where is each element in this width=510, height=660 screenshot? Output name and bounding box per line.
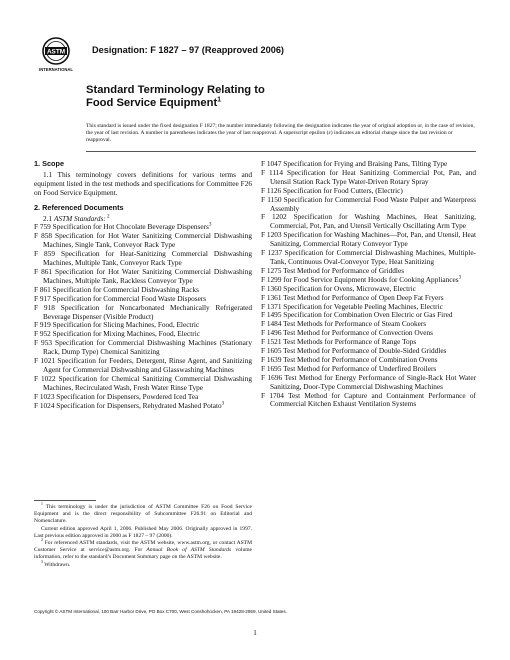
- reference-title: Specification for Chemical Sanitizing Commercial Dishwashing Machines, Recirculated Wash, Fresh Water Rinse Type: [43, 373, 252, 392]
- issuance-note: This standard is issued under the fixed designation F 1827; the number immediately following the designation indicates the year of original adoption or, in the case of revision, the year of last revision. A number in parentheses indicates the year of last reapproval. A superscript epsilon (ε) indicates an editorial change since the last revision or reapproval.: [86, 123, 475, 143]
- reference-code: F 918: [34, 302, 55, 312]
- reference-entry: [261, 374, 476, 392]
- svg-text:INTERNATIONAL: INTERNATIONAL: [39, 67, 73, 72]
- reference-entry: [34, 357, 252, 375]
- reference-entry: [34, 375, 252, 393]
- reference-entry: [34, 402, 252, 411]
- reference-title: Specification for Slicing Machines, Food, Electric: [50, 320, 200, 330]
- reference-title: Specification for Hot Water Sanitizing Commercial Dishwashing Machines, Multiple Tank, Rackless Conveyor Type: [43, 266, 253, 285]
- reference-code: F 919: [34, 320, 51, 330]
- reference-title: Specification for Commercial Dishwashing Racks: [50, 284, 199, 294]
- reference-footnote-mark: 3: [221, 400, 225, 407]
- reference-entry: [34, 304, 252, 322]
- reference-code: F 917: [34, 293, 51, 303]
- reference-title: Test Method for Performance of Underfired Broilers: [281, 363, 437, 373]
- reference-title: Specification for Ovens, Microwave, Electric: [281, 283, 416, 293]
- reference-title: Specification for Heat Sanitizing Commercial Pot, Pan, and Utensil Station Rack Type Water-Driven Rotary Spray: [270, 167, 477, 186]
- footnote-1-mark: 1: [41, 502, 43, 507]
- reference-code: F 1696: [261, 372, 283, 382]
- footnote-2-italic: Annual Book of ASTM Standards: [146, 547, 232, 553]
- reference-title: Test Method for Performance of Double-Sided Griddles: [281, 346, 447, 356]
- reference-title: Specification for Dispensers, Powdered Iced Tea: [54, 391, 199, 401]
- footnote-1-text: This terminology is under the jurisdiction of ASTM Committee F26 on Food Service Equipment and is the direct responsibility of Subcommittee F26.91 on Editorial and Nomenclature.: [34, 504, 252, 524]
- footnote-1: [34, 504, 252, 525]
- title-line-2: [86, 97, 265, 110]
- header-rule: [86, 151, 476, 152]
- astm-standards-text: ASTM Standards:: [53, 213, 106, 223]
- reference-code: F 1021: [34, 356, 56, 366]
- reference-title: Specification for Commercial Food Waste Disposers: [50, 293, 207, 303]
- reference-title: Specification for Commercial Food Waste Pulper and Waterpress Assembly: [270, 194, 476, 213]
- referenced-documents-heading: 2. Referenced Documents: [34, 202, 124, 212]
- reference-code: F 1275: [261, 265, 282, 275]
- reference-entry: [34, 232, 252, 250]
- reference-code: F 1704: [261, 390, 284, 400]
- reference-code: F 859: [34, 249, 56, 259]
- reference-title: Specification for Mixing Machines, Food, Electric: [50, 329, 200, 339]
- reference-code: F 1521: [261, 337, 282, 347]
- reference-entry: [261, 169, 476, 187]
- reference-title: Specification for Dispensers, Rehydrated Mashed Potato: [54, 400, 222, 410]
- right-reference-list: [261, 160, 476, 409]
- reference-code: F 861: [34, 266, 53, 276]
- reference-title: Specification for Vegetable Peeling Machines, Electric: [281, 301, 443, 311]
- reference-title: Specification for Frying and Braising Pans, Tilting Type: [281, 159, 448, 168]
- reference-code: F 1023: [34, 391, 55, 401]
- footnote-rule: [34, 500, 96, 501]
- reference-title: Specification for Feeders, Detergent, Rinse Agent, and Sanitizing Agent for Commercial Dishwashing and Glasswashing Machines: [43, 356, 252, 374]
- reference-title: Specification for Combination Oven Electric or Gas Fired: [281, 310, 453, 320]
- svg-text:ASTM: ASTM: [46, 48, 66, 56]
- reference-code: F 759: [34, 222, 51, 232]
- reference-entry: [34, 268, 252, 286]
- footnote-3-text: Withdrawn.: [42, 561, 71, 568]
- reference-title: Specification for Heat-Sanitizing Commercial Dishwashing Machines, Multiple Tank, Conveyor Rack Type: [43, 249, 252, 268]
- reference-entry: [34, 250, 252, 268]
- footnote-3-mark: 3: [41, 559, 43, 564]
- reference-title: Specification for Noncarbonated Mechanically Refrigerated Beverage Dispenser (Visible Product): [43, 302, 253, 321]
- reference-code: F 1047: [261, 159, 282, 168]
- reference-title: Test Method for Performance of Griddles: [281, 265, 405, 275]
- reference-code: F 1299: [261, 274, 282, 284]
- reference-title: Specification for Hot Water Sanitizing Commercial Dishwashing Machines, Single Tank, Conveyor Rack Type: [43, 231, 253, 250]
- reference-code: F 1361: [261, 292, 282, 302]
- reference-entry: [261, 231, 476, 249]
- reference-code: F 1496: [261, 328, 282, 338]
- footnotes: [34, 504, 252, 569]
- reference-code: F 1150: [261, 194, 282, 204]
- footnote-2-text-b: volume information, refer to the standard’s Document Summary page on the ASTM website.: [34, 547, 253, 560]
- reference-title: Specification for Washing Machines—Pot, Pan, and Utensil, Heat Sanitizing, Commercial Rotary Conveyor Type: [270, 230, 476, 249]
- reference-title: Specification for Commercial Dishwashing Machines, Multiple-Tank, Continuous Oval-Conveyor Type, Heat Sanitizing: [270, 248, 476, 266]
- reference-code: F 1022: [34, 373, 56, 383]
- document-title: [86, 84, 265, 110]
- reference-code: F 1203: [261, 230, 282, 240]
- footnote-2: [34, 540, 252, 561]
- reference-title: Test Methods for Performance of Range Tops: [281, 337, 417, 347]
- scope-heading: 1. Scope: [34, 159, 65, 168]
- reference-title: Test Method for Energy Performance of Single-Rack Hot Water Sanitizing, Door-Type Commercial Dishwashing Machines: [270, 372, 476, 391]
- title-footnote-mark: 1: [217, 96, 222, 104]
- astm-standards-mark: 2: [105, 213, 110, 220]
- reference-code: F 1126: [261, 185, 282, 195]
- right-column: [261, 160, 476, 409]
- left-column: [34, 160, 252, 410]
- reference-entry: [261, 196, 476, 214]
- reference-code: F 953: [34, 338, 53, 348]
- reference-title: Test Method for Performance of Open Deep Fat Fryers: [281, 292, 444, 302]
- designation: Designation: F 1827 – 97 (Reapproved 2006): [92, 45, 284, 55]
- astm-standards-prefix: 2.1: [43, 213, 54, 223]
- reference-entry: [261, 392, 476, 410]
- reference-code: F 858: [34, 231, 53, 241]
- left-reference-list: [34, 223, 252, 410]
- copyright-notice: Copyright © ASTM International, 100 Barr Harbor Drive, PO Box C700, West Conshohocken, PA 19428-2959, United States.: [34, 609, 287, 614]
- astm-logo: [36, 36, 76, 74]
- footnote-2-text-a: For referenced ASTM standards, visit the ASTM website, www.astm.org, or contact ASTM Customer Service at service@astm.org. For: [34, 540, 252, 553]
- reference-title: Specification for Commercial Dishwashing Machines (Stationary Rack, Dump Type) Chemical Sanitizing: [43, 338, 253, 357]
- footnote-current-edition: Current edition approved April 1, 2006. Published May 2006. Originally approved in 1997. Last previous edition approved in 2000 as F 1827 – 97 (2000).: [34, 525, 252, 539]
- astm-logo-mark: [36, 36, 76, 74]
- reference-code: F 1484: [261, 319, 282, 329]
- reference-code: F 1237: [261, 248, 283, 258]
- reference-title: Specification for Washing Machines, Heat Sanitizing, Commercial, Pot, Pan, and Utensil Vertically Oscillating Arm Type: [270, 212, 476, 231]
- reference-code: F 1202: [261, 212, 287, 222]
- reference-code: F 861: [34, 284, 51, 294]
- reference-code: F 1360: [261, 283, 282, 293]
- reference-code: F 1114: [261, 167, 284, 177]
- reference-code: F 1605: [261, 346, 282, 356]
- title-line-2-text: Food Service Equipment: [86, 97, 218, 109]
- reference-footnote-mark: 3: [458, 274, 462, 281]
- reference-title: Test Methods for Performance of Steam Cookers: [281, 319, 427, 329]
- reference-title: Test Method for Performance of Convection Ovens: [281, 328, 434, 338]
- reference-title: Specification for Hot Chocolate Beverage Dispensers: [50, 222, 209, 232]
- reference-title: Specification for Food Cutters, (Electric): [281, 185, 403, 195]
- reference-footnote-mark: 3: [208, 222, 212, 229]
- reference-code: F 1495: [261, 310, 282, 320]
- reference-code: F 1024: [34, 400, 55, 410]
- footnote-3: [34, 559, 252, 569]
- reference-entry: [261, 213, 476, 231]
- reference-title: Test Method for Performance of Combination Ovens: [281, 354, 438, 364]
- reference-code: F 952: [34, 329, 51, 339]
- reference-code: F 1695: [261, 363, 282, 373]
- title-line-1: Standard Terminology Relating to: [86, 84, 265, 96]
- reference-entry: [34, 339, 252, 357]
- footnote-2-mark: 2: [41, 538, 43, 543]
- scope-paragraph: 1.1 This terminology covers definitions for various terms and equipment listed in the test methods and specifications for Committee F26 on Food Service Equipment.: [34, 169, 252, 197]
- reference-entry: [261, 249, 476, 267]
- reference-code: F 1371: [261, 301, 282, 311]
- page-number: 1: [253, 628, 257, 637]
- reference-code: F 1639: [261, 354, 282, 364]
- reference-title: Test Method for Capture and Containment Performance of Commercial Kitchen Exhaust Ventilation Systems: [270, 390, 476, 409]
- reference-title: for Food Service Equipment Hoods for Cooking Appliances: [281, 274, 459, 284]
